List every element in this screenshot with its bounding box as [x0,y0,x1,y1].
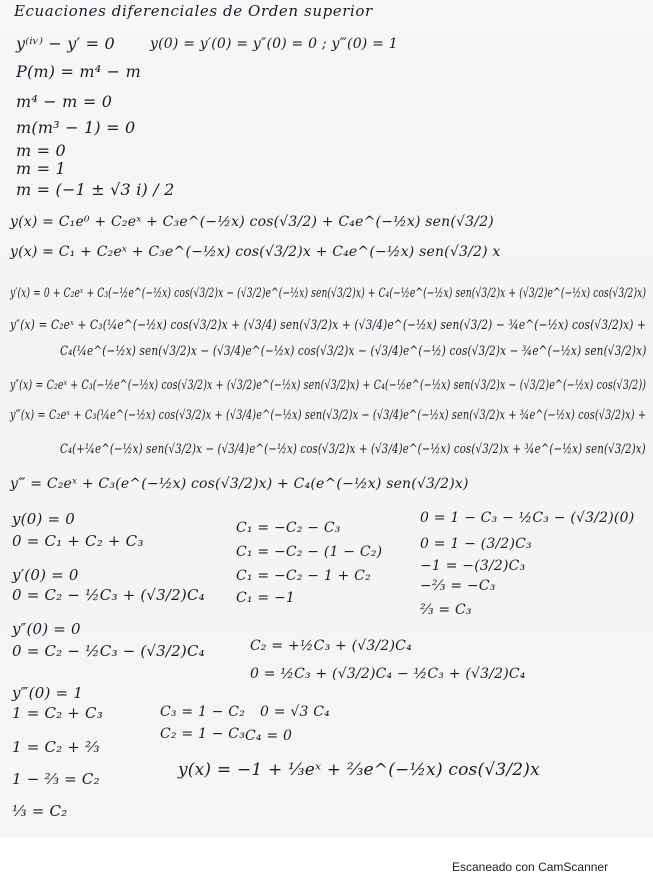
c3-result: ⅔ = C₃ [420,602,472,618]
equation-y2: 0 = C₂ − ½C₃ − (√3/2)C₄ [12,642,205,660]
initial-conditions: y(0) = y′(0) = y″(0) = 0 ; y‴(0) = 1 [150,36,398,52]
substitution-c3: 1 = C₂ + ⅔ [12,738,100,756]
c3-step-1: 0 = 1 − C₃ − ½C₃ − (√3/2)(0) [420,510,635,526]
c3-expression: C₃ = 1 − C₂ [160,704,246,720]
complex-roots: m = (−1 ± √3 i) / 2 [16,180,175,199]
second-derivative-simplified: y″(x) = C₂eˣ + C₃(−½e^(−½x) cos(√3/2)x + (√3/2)e^(−½x) sen(√3/2)x) + C₄(−½e^(−½x) sen(√3/2)x − (√3/2)e^(−½x) cos(√3/2)) [10,378,647,393]
page-title: Ecuaciones diferenciales de Orden superior [14,2,373,20]
c2-expression: C₂ = +½C₃ + (√3/2)C₄ [250,638,412,654]
general-solution-1: y(x) = C₁e⁰ + C₂eˣ + C₃e^(−½x) cos(√3/2) + C₄e^(−½x) sen(√3/2) [10,214,494,230]
condition-y0: y(0) = 0 [12,510,75,528]
first-derivative: y′(x) = 0 + C₂eˣ + C₃(−½e^(−½x) cos(√3/2)x − (√3/2)e^(−½x) sen(√3/2)x) + C₄(−½e^(−½x) sen(√3/2)x + (√3/2)e^(−½x) cos(√3/2)x) [10,286,647,301]
third-derivative-line-1: y‴(x) = C₂eˣ + C₃(¼e^(−½x) cos(√3/2)x + (√3/4)e^(−½x) sen(√3/2)x − (√3/4)e^(−½x) sen(√3/2)x + ¾e^(−½x) cos(√3/2)x) + [10,408,647,423]
c3-step-2: 0 = 1 − (3/2)C₃ [420,536,532,552]
condition-y1: y′(0) = 0 [12,566,79,584]
c3-step-3: −1 = −(3/2)C₃ [420,558,526,574]
scanner-watermark: Escaneado con CamScanner [452,860,609,874]
equation-y3: 1 = C₂ + C₃ [12,704,103,722]
root-one: m = 1 [16,159,66,178]
characteristic-polynomial: P(m) = m⁴ − m [16,62,141,81]
c4-result: C₄ = 0 [245,728,293,744]
equation-y1: 0 = C₂ − ½C₃ + (√3/2)C₄ [12,586,205,604]
c2-alt-expression: C₂ = 1 − C₃ [160,726,246,742]
c1-step-1: C₁ = −C₂ − C₃ [236,520,341,536]
characteristic-equation: m⁴ − m = 0 [16,92,113,111]
c1-step-2: C₁ = −C₂ − (1 − C₂) [236,544,383,560]
c4-substitution: 0 = ½C₃ + (√3/2)C₄ − ½C₃ + (√3/2)C₄ [250,666,526,682]
third-derivative-simplified: y‴ = C₂eˣ + C₃(e^(−½x) cos(√3/2)x) + C₄(e^(−½x) sen(√3/2)x) [10,476,469,492]
c1-result: C₁ = −1 [236,590,295,606]
condition-y3: y‴(0) = 1 [12,684,83,702]
second-derivative-line-1: y″(x) = C₂eˣ + C₃(¼e^(−½x) cos(√3/2)x + (√3/4) sen(√3/2)x + (√3/4)e^(−½x) sen(√3/2) − ¾e^(−½x) cos(√3/2)x) + [10,318,647,333]
root-zero: m = 0 [16,141,66,160]
final-solution: y(x) = −1 + ⅓eˣ + ⅔e^(−½x) cos(√3/2)x [178,760,540,780]
c3-step-4: −⅔ = −C₃ [420,578,496,594]
solve-c2: 1 − ⅔ = C₂ [12,770,100,788]
factored-equation: m(m³ − 1) = 0 [16,118,136,137]
second-derivative-line-2: C₄(¼e^(−½x) sen(√3/2)x − (√3/4)e^(−½x) cos(√3/2)x − (√3/4)e^(−½) cos(√3/2)x − ¾e^(−½x) sen(√3/2)x) [60,344,647,359]
general-solution-2: y(x) = C₁ + C₂eˣ + C₃e^(−½x) cos(√3/2)x + C₄e^(−½x) sen(√3/2) x [10,244,501,260]
equation-y0: 0 = C₁ + C₂ + C₃ [12,532,144,550]
third-derivative-line-2: C₄(+¼e^(−½x) sen(√3/2)x − (√3/4)e^(−½x) cos(√3/2)x + (√3/4)e^(−½x) cos(√3/2)x + ¾e^(−½x) sen(√3/2)x) [60,442,646,457]
result-c2: ⅓ = C₂ [12,802,68,820]
c4-equation: 0 = √3 C₄ [260,704,330,720]
condition-y2: y″(0) = 0 [12,620,81,638]
c1-step-3: C₁ = −C₂ − 1 + C₂ [236,568,371,584]
differential-equation: y⁽ⁱᵛ⁾ − y′ = 0 [16,34,115,53]
